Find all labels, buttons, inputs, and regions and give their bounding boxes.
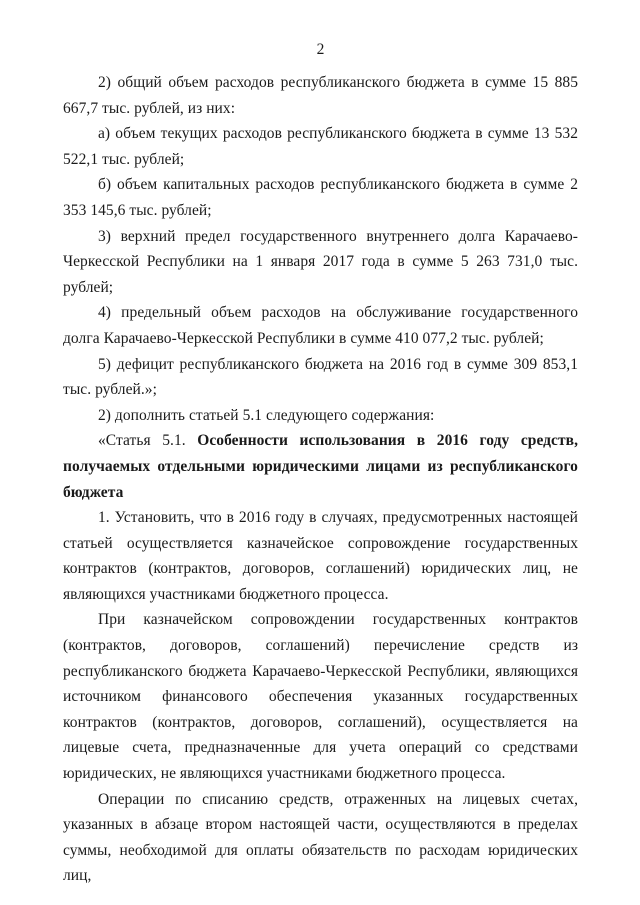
paragraph-debt-limit: 3) верхний предел государственного внутреннего долга Карачаево-Черкесской Республики на 1 января 2017 года в сумме 5 263 731,0 тыс. рублей;: [63, 227, 578, 296]
article-prefix: «Статья 5.1.: [98, 432, 186, 450]
paragraph-debt-service: 4) предельный объем расходов на обслуживание государственного долга Карачаево-Черкесской Республики в сумме 410 077,2 тыс. рублей;: [63, 304, 578, 347]
paragraph-capital-expenses: б) объем капитальных расходов республиканского бюджета в сумме 2 353 145,6 тыс. рублей;: [63, 176, 578, 219]
page-number: 2: [316, 41, 325, 58]
paragraph-write-off-operations: Операции по списанию средств, отраженных на лицевых счетах, указанных в абзаце втором настоящей части, осуществляются в пределах суммы, необходимой для оплаты обязательств по расходам юридических лиц,: [63, 790, 578, 885]
paragraph-current-expenses: а) объем текущих расходов республиканского бюджета в сумме 13 532 522,1 тыс. рублей;: [63, 125, 578, 168]
article-title: Особенности использования в 2016 году средств, получаемых отдельными юридическими лицами из республиканского бюджета: [63, 432, 578, 501]
paragraph-deficit: 5) дефицит республиканского бюджета на 2016 год в сумме 309 853,1 тыс. рублей.»;: [63, 355, 578, 399]
paragraph-add-article: 2) дополнить статьей 5.1 следующего содержания:: [98, 406, 435, 424]
article-heading: [63, 428, 578, 505]
paragraph-clause-1: 1. Установить, что в 2016 году в случаях, предусмотренных настоящей статьей осуществляется казначейское сопровождение государственных контрактов (контрактов, договоров, соглашений) юридических лиц, не являющихся участниками бюджетного процесса.: [63, 509, 578, 603]
paragraph-total-expenses: 2) общий объем расходов республиканского бюджета в сумме 15 885 667,7 тыс. рублей, из них:: [63, 74, 578, 117]
paragraph-treasury-support: При казначейском сопровождении государственных контрактов (контрактов, договоров, соглашений) перечисление средств из республиканского бюджета Карачаево-Черкесской Республики, являющихся источником финансового обеспечения указанных государственных контрактов (контрактов, договоров, соглашений), осуществляется на лицевые счета, предназначенные для учета операций со средствами юридических, не являющихся участниками бюджетного процесса.: [63, 611, 578, 783]
